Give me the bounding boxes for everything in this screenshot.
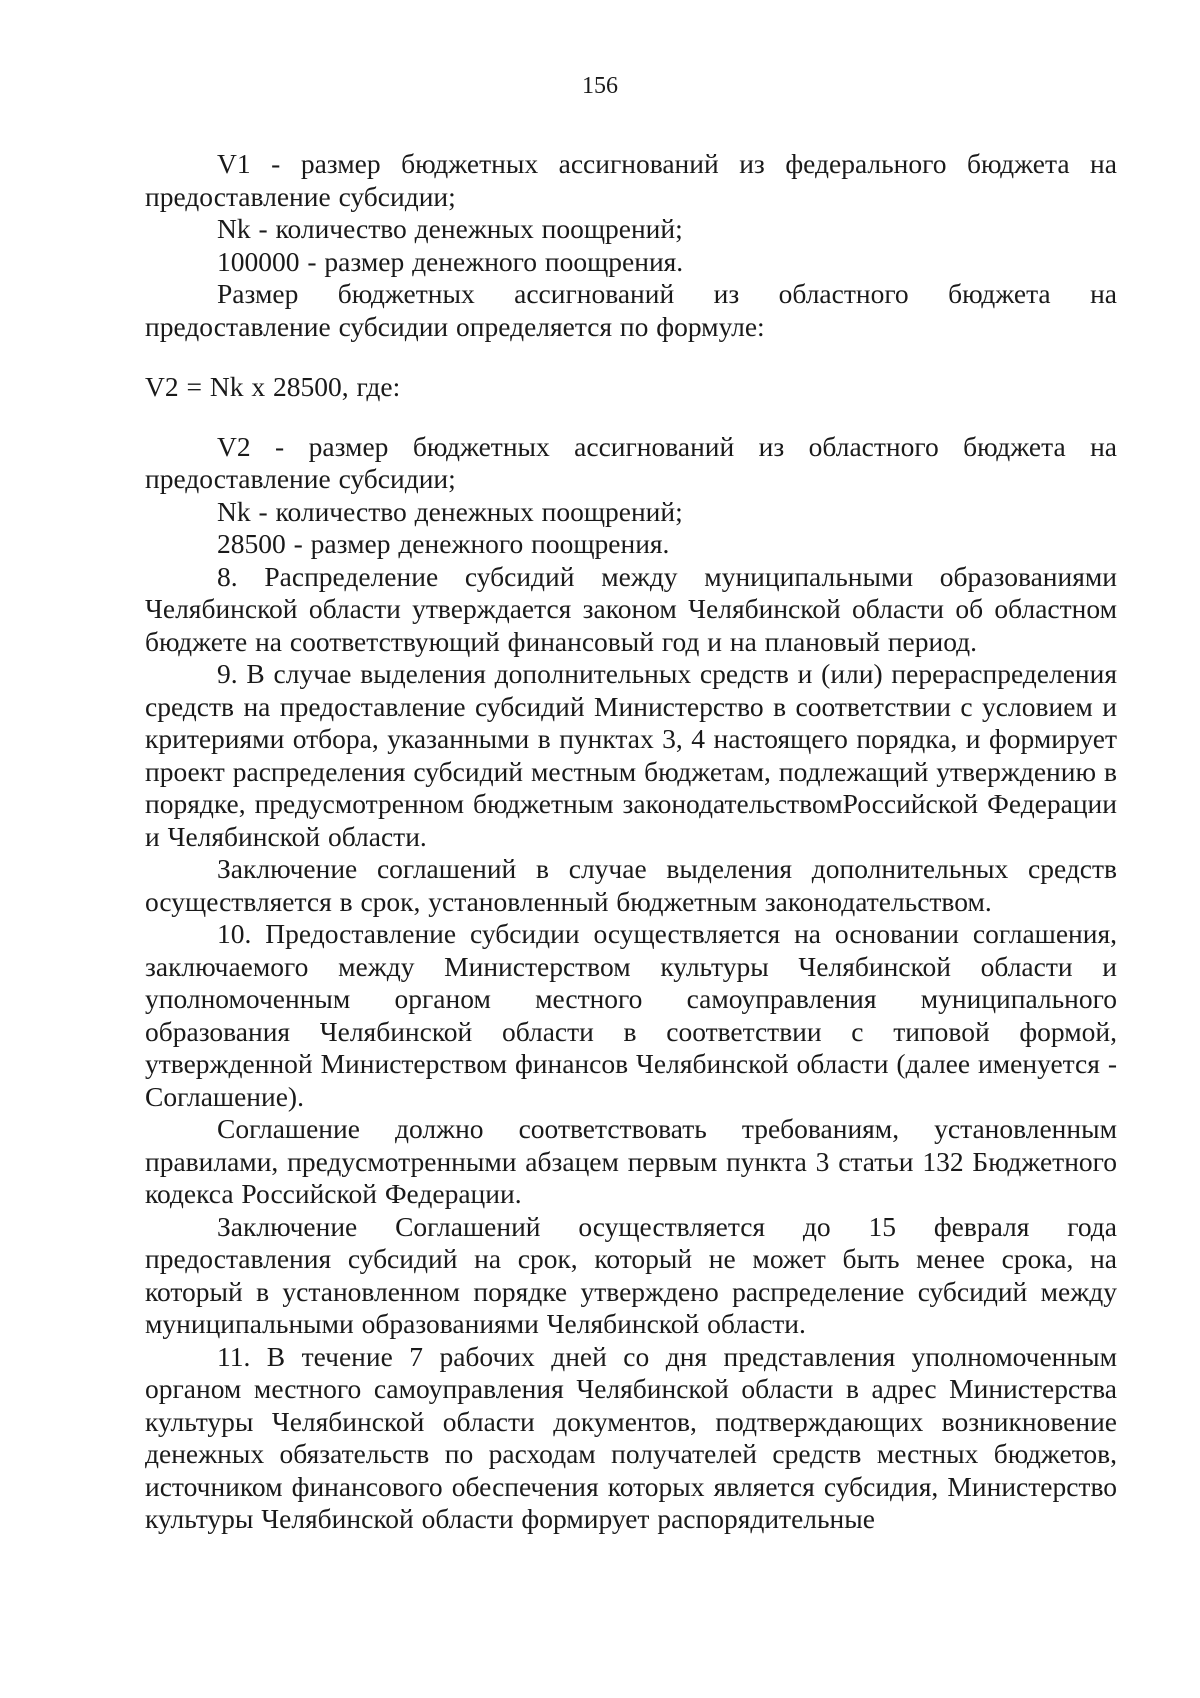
paragraph-regional-formula-intro: Размер бюджетных ассигнований из областного бюджета на предоставление субсидии определяется по формуле: — [145, 278, 1117, 342]
paragraph-nk-definition-2: Nk - количество денежных поощрений; — [217, 495, 683, 527]
paragraph-reward-amount-regional: 28500 - размер денежного поощрения. — [217, 528, 670, 559]
paragraph-nk-definition: Nk - количество денежных поощрений; — [217, 213, 683, 244]
paragraph-agreement-requirements: Соглашение должно соответствовать требованиям, установленным правилами, предусмотренными абзацем первым пункта 3 статьи 132 Бюджетного кодекса Российской Федерации. — [145, 1113, 1117, 1209]
paragraph-item-8: 8. Распределение субсидий между муниципальными образованиями Челябинской области утверждается законом Челябинской области об областном бюджете на соответствующий финансовый год и на плановый период. — [145, 560, 1117, 657]
paragraph-v2-definition: V2 - размер бюджетных ассигнований из областного бюджета на предоставление субсидии; — [145, 430, 1117, 494]
paragraph-reward-amount-federal: 100000 - размер денежного поощрения. — [217, 245, 684, 277]
paragraph-agreements-additional-funds: Заключение соглашений в случае выделения дополнительных средств осуществляется в срок, установленный бюджетным законодательством. — [145, 853, 1117, 917]
page-number: 156 — [582, 73, 618, 99]
paragraph-agreement-deadline: Заключение Соглашений осуществляется до 15 февраля года предоставления субсидий на срок, который не может быть менее срока, на который в установленном порядке утверждено распределение субсидий между муниципальными образованиями Челябинской области. — [145, 1210, 1117, 1339]
document-body — [145, 148, 1117, 1536]
formula-v2: V2 = Nk x 28500, где: — [145, 371, 401, 402]
paragraph-item-11: 11. В течение 7 рабочих дней со дня представления уполномоченным органом местного самоуправления Челябинской области в адрес Министерства культуры Челябинской области документов, подтверждающих возникновение денежных обязательств по расходам получателей средств местных бюджетов, источником финансового обеспечения которых является субсидия, Министерство культуры Челябинской области формирует распорядительные — [145, 1340, 1117, 1534]
paragraph-v1-definition: V1 - размер бюджетных ассигнований из федерального бюджета на предоставление субсидии; — [145, 148, 1117, 212]
paragraph-item-10: 10. Предоставление субсидии осуществляется на основании соглашения, заключаемого между Министерством культуры Челябинской области и уполномоченным органом местного самоуправления муниципального образования Челябинской области в соответствии с типовой формой, утвержденной Министерством финансов Челябинской области (далее именуется - Соглашение). — [145, 918, 1117, 1112]
paragraph-item-9: 9. В случае выделения дополнительных средств и (или) перераспределения средств на предоставление субсидий Министерство в соответствии с условием и критериями отбора, указанными в пунктах 3, 4 настоящего порядка, и формирует проект распределения субсидий местным бюджетам, подлежащий утверждению в порядке, предусмотренном бюджетным законодательствомРоссийской Федерации и Челябинской области. — [145, 658, 1117, 852]
